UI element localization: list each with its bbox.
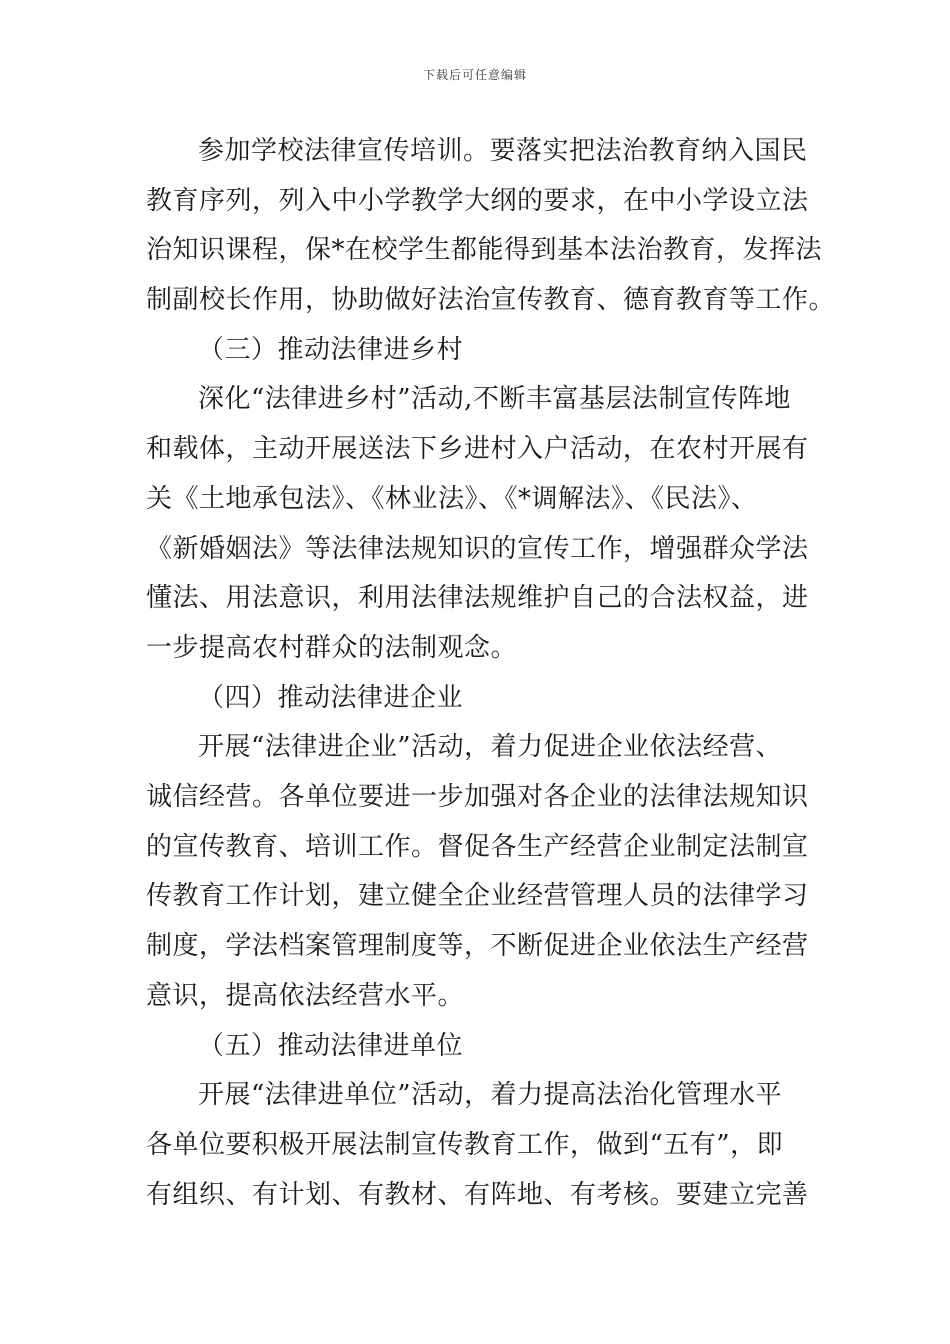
- paragraph-line: 《新婚姻法》等法律法规知识的宣传工作，增强群众学法: [146, 534, 809, 564]
- paragraph-line: 和载体，主动开展送法下乡进村入户活动，在农村开展有: [146, 434, 809, 464]
- paragraph-line: 深化“法律进乡村”活动,不断丰富基层法制宣传阵地: [198, 384, 791, 414]
- paragraph-line: 各单位要积极开展法制宣传教育工作，做到“五有”，即: [146, 1130, 784, 1160]
- paragraph-line: 参加学校法律宣传培训。要落实把法治教育纳入国民: [198, 136, 808, 166]
- paragraph-line: 治知识课程，保*在校学生都能得到基本法治教育，发挥法: [146, 235, 823, 265]
- paragraph-line: 关《土地承包法》、《林业法》、《*调解法》、《民法》、: [146, 484, 758, 514]
- page-header: 下载后可任意编辑: [422, 68, 527, 82]
- section-heading: （五）推动法律进单位: [198, 1031, 464, 1061]
- paragraph-line: 教育序列，列入中小学教学大纲的要求，在中小学设立法: [146, 186, 809, 216]
- section-heading: （四）推动法律进企业: [198, 683, 464, 713]
- paragraph-line: 有组织、有计划、有教材、有阵地、有考核。要建立完善: [146, 1180, 809, 1210]
- paragraph-line: 诚信经营。各单位要进一步加强对各企业的法律法规知识: [146, 782, 809, 812]
- paragraph-line: 的宣传教育、培训工作。督促各生产经营企业制定法制宣: [146, 832, 809, 862]
- paragraph-line: 懂法、用法意识，利用法律法规维护自己的合法权益，进: [146, 583, 809, 613]
- paragraph-line: 制度，学法档案管理制度等，不断促进企业依法生产经营: [146, 931, 809, 961]
- section-heading: （三）推动法律进乡村: [198, 335, 464, 365]
- paragraph-line: 制副校长作用，协助做好法治宣传教育、德育教育等工作。: [146, 285, 836, 315]
- paragraph-line: 传教育工作计划，建立健全企业经营管理人员的法律学习: [146, 881, 809, 911]
- paragraph-line: 意识，提高依法经营水平。: [146, 981, 465, 1011]
- paragraph-line: 开展“法律进企业”活动，着力促进企业依法经营、: [198, 732, 783, 762]
- paragraph-line: 一步提高农村群众的法制观念。: [146, 633, 518, 663]
- paragraph-line: 开展“法律进单位”活动，着力提高法治化管理水平: [198, 1080, 783, 1110]
